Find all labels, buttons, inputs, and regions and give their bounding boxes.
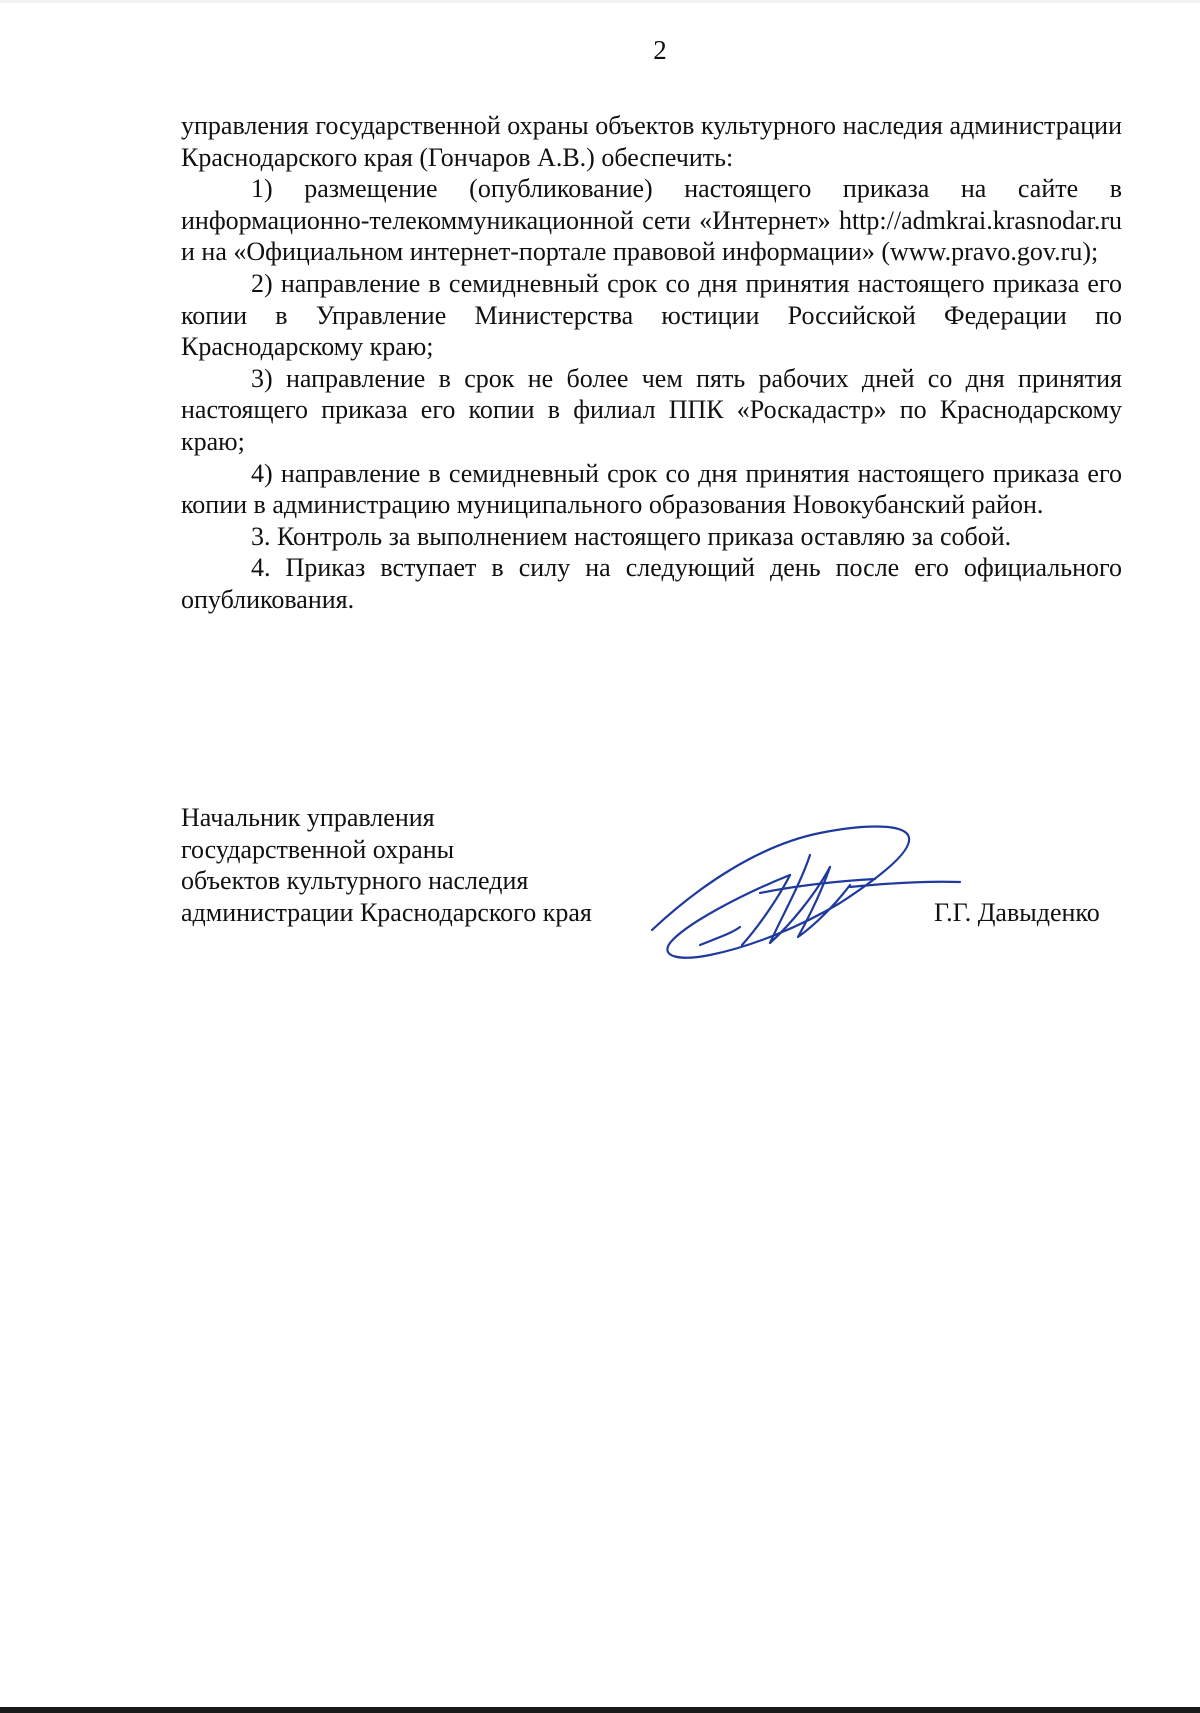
signer-position-line: администрации Краснодарского края <box>181 897 592 927</box>
signer-position-line: Начальник управления <box>181 803 435 832</box>
paragraph-item-3: 3) направление в срок не более чем пять рабочих дней со дня принятия настоящего приказа его копии в филиал ППК «Роскадастр» по Краснодарскому краю; <box>181 363 1122 456</box>
signer-position-line: объектов культурного наследия <box>181 866 529 896</box>
paragraph-continuation: управления государственной охраны объектов культурного наследия администрации Краснодарского края (Гончаров А.В.) обеспечить: <box>181 111 1122 172</box>
paragraph-item-2: 2) направление в семидневный срок со дня принятия настоящего приказа его копии в Управление Министерства юстиции Российской Федерации по Краснодарскому краю; <box>181 268 1122 362</box>
scan-bottom-edge <box>0 1707 1200 1713</box>
page-number: 2 <box>653 35 667 65</box>
signer-name: Г.Г. Давыденко <box>934 898 1100 927</box>
signer-position <box>181 802 701 928</box>
paragraph-item-4: 4) направление в семидневный срок со дня принятия настоящего приказа его копии в администрацию муниципального образования Новокубанский район. <box>181 458 1122 520</box>
signer-position-line: государственной охраны <box>181 834 455 864</box>
paragraph-item-1: 1) размещение (опубликование) настоящего приказа на сайте в информационно-телекоммуникационной сети «Интернет» http://admkrai.krasnodar.ru и на «Официальном интернет-портале правовой информации» (www.pravo.gov.ru); <box>181 174 1122 267</box>
scan-top-edge <box>0 0 1200 3</box>
paragraph-clause-4: 4. Приказ вступает в силу на следующий день после его официального опубликования. <box>181 553 1122 614</box>
document-body <box>181 110 1122 616</box>
paragraph-clause-3: 3. Контроль за выполнением настоящего приказа оставляю за собой. <box>251 521 1012 551</box>
handwritten-signature <box>640 815 970 965</box>
